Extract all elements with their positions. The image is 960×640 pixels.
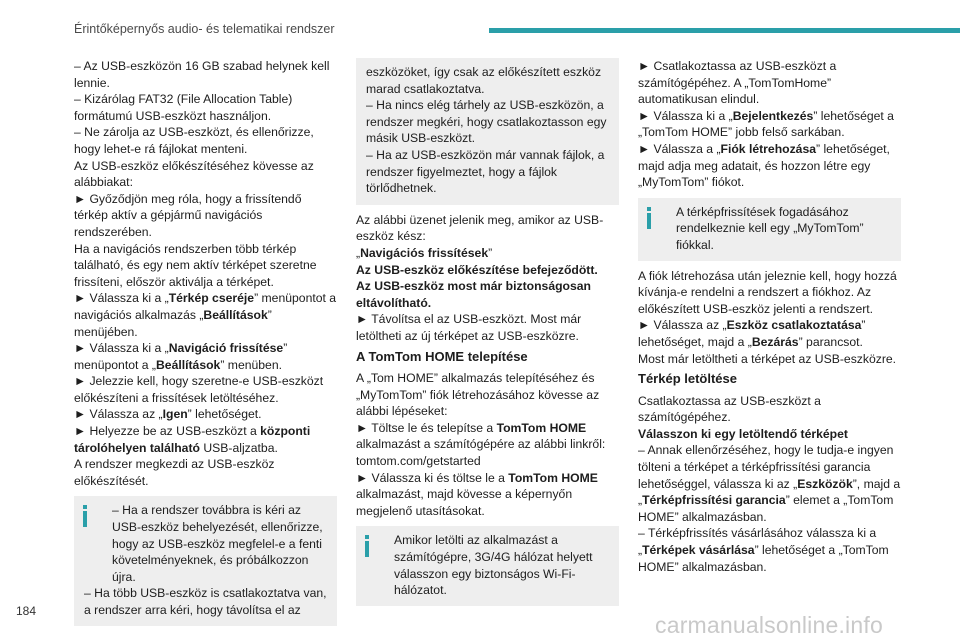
paragraph: – Az USB-eszközön 16 GB szabad helynek kell lennie. xyxy=(74,59,330,90)
paragraph: A rendszer megkezdi az USB-eszköz előkészítését. xyxy=(74,457,275,488)
note-text: A térképfrissítések fogadásához rendelkeznie kell egy „MyTomTom” fiókkal. xyxy=(676,204,864,252)
message-title: „Navigációs frissítések” xyxy=(356,245,493,260)
note-text: – Ha nincs elég tárhely az USB-eszközön, a rendszer megkéri, hogy csatlakoztasson egy másik USB-eszközt. xyxy=(366,98,607,146)
paragraph: ► Győződjön meg róla, hogy a frissítendő térkép aktív a gépjármű navigációs rendszerében. xyxy=(74,191,302,239)
note-text: – Ha több USB-eszköz is csatlakoztatva van, a rendszer arra kéri, hogy távolítsa el az xyxy=(84,586,327,617)
paragraph: A fiók létrehozása után jeleznie kell, hogy hozzá kívánja-e rendelni a rendszert a fiókhoz. Az előkészített USB-eszköz jelenti a rendszert. xyxy=(638,268,897,316)
column-3 xyxy=(638,58,901,575)
step-select-yes: ► Válassza az „Igen” lehetőséget. xyxy=(74,407,262,422)
paragraph: ► Jelezzie kell, hogy szeretne-e USB-eszközt előkészíteni a frissítések letöltéséhez. xyxy=(74,374,324,405)
paragraph: Most már letöltheti a térképet az USB-eszközre. xyxy=(638,351,897,366)
step-download-tomtom: ► Töltse le és telepítse a TomTom HOME alkalmazást a számítógépére az alábbi linkről: tomtom.com/getstarted xyxy=(356,420,606,469)
header-accent-bar xyxy=(489,28,960,33)
watermark: carmanualsonline.info xyxy=(655,612,883,638)
message-line: Az USB-eszköz most már biztonságosan eltávolítható. xyxy=(356,279,591,310)
note-text: – Ha a rendszer továbbra is kéri az USB-eszköz behelyezését, ellenőrizze, hogy az USB-eszköz megfelel-e a fenti követelményeknek, és próbálkozzon újra. xyxy=(112,503,323,584)
step-select-map-change: ► Válassza ki a „Térkép cseréje” menüpontot a navigációs alkalmazás „Beállítások” menüjében. xyxy=(74,291,337,339)
step-create-account: ► Válassza a „Fiók létrehozása” lehetőséget, majd adja meg adatait, és hozzon létre egy „MyTomTom” fiókot. xyxy=(638,141,890,190)
paragraph: Az alábbi üzenet jelenik meg, amikor az USB-eszköz kész: xyxy=(356,212,604,244)
note-text: Amikor letölti az alkalmazást a számítógépre, 3G/4G hálózat helyett válasszon egy biztonságos Wi-Fi-hálózatot. xyxy=(394,533,593,598)
info-icon xyxy=(365,535,369,557)
step-insert-usb: ► Helyezze be az USB-eszközt a központi tárolóhelyen található USB-aljzatba. xyxy=(74,424,311,455)
note-text: – Ha az USB-eszközön már vannak fájlok, a rendszer figyelmeztet, hogy a fájlok törlődhetnek. xyxy=(366,147,605,196)
step-connect-device: ► Válassza az „Eszköz csatlakoztatása” lehetőséget, majd a „Bezárás” parancsot. xyxy=(638,318,866,349)
message-line: Az USB-eszköz előkészítése befejeződött. xyxy=(356,262,598,277)
section-heading: Térkép letöltése xyxy=(638,371,737,387)
info-icon xyxy=(647,207,651,229)
note-continuation-box xyxy=(356,58,619,205)
step-select-tomtom: ► Válassza ki és töltse le a TomTom HOME alkalmazást, majd kövesse a képernyőn megjelenő utasításokat. xyxy=(356,470,598,518)
bold-instruction: Válasszon ki egy letöltendő térképet xyxy=(638,426,848,441)
info-note-box xyxy=(74,496,337,625)
step-select-nav-update: ► Válassza ki a „Navigáció frissítése” menüpontot a „Beállítások” menüben. xyxy=(74,341,288,372)
section-heading: A TomTom HOME telepítése xyxy=(356,348,528,364)
step-check-guarantee: – Annak ellenőrzéséhez, hogy le tudja-e ingyen tölteni a térképet a térképfrissítési garancia lehetőséggel, válassza ki az „Eszközök”, majd a „Térképfrissítési garancia” elemet a „TomTom HOME” alkalmazásban. xyxy=(638,443,901,524)
info-icon xyxy=(83,505,87,527)
column-2 xyxy=(356,58,619,613)
note-text: eszközöket, így csak az előkészített eszköz marad csatlakoztatva. xyxy=(366,65,602,96)
paragraph: Ha a navigációs rendszerben több térkép található, és egy nem aktív térképet szeretne frissíteni, először aktiválja a térképet. xyxy=(74,241,317,289)
info-note-box xyxy=(638,198,901,261)
page-number: 184 xyxy=(16,604,37,618)
column-1 xyxy=(74,58,337,633)
paragraph: ► Távolítsa el az USB-eszközt. Most már letöltheti az új térképet az USB-eszközre. xyxy=(356,312,582,343)
step-login: ► Válassza ki a „Bejelentkezés” lehetőséget a „TomTom HOME” jobb felső sarkában. xyxy=(638,108,894,140)
paragraph: A „Tom HOME” alkalmazás telepítéséhez és „MyTomTom” fiók létrehozásához kövesse az alábbi lépéseket: xyxy=(356,371,600,419)
section-header-title: Érintőképernyős audio- és telematikai rendszer xyxy=(74,22,335,36)
paragraph: ► Csatlakoztassa az USB-eszközt a számítógépéhez. A „TomTomHome” automatikusan elindul. xyxy=(638,59,837,107)
paragraph: Az USB-eszköz előkészítéséhez kövesse az alábbiakat: xyxy=(74,158,314,190)
paragraph: – Ne zárolja az USB-eszközt, és ellenőrizze, hogy lehet-e rá fájlokat menteni. xyxy=(74,125,314,156)
paragraph: Csatlakoztassa az USB-eszközt a számítógépéhez. xyxy=(638,393,821,425)
paragraph: – Kizárólag FAT32 (File Allocation Table) formátumú USB-eszközt használjon. xyxy=(74,92,293,123)
info-note-box xyxy=(356,526,619,605)
step-buy-maps: – Térképfrissítés vásárlásához válassza ki a „Térképek vásárlása” lehetőséget a „TomTom HOME” alkalmazásban. xyxy=(638,526,889,574)
